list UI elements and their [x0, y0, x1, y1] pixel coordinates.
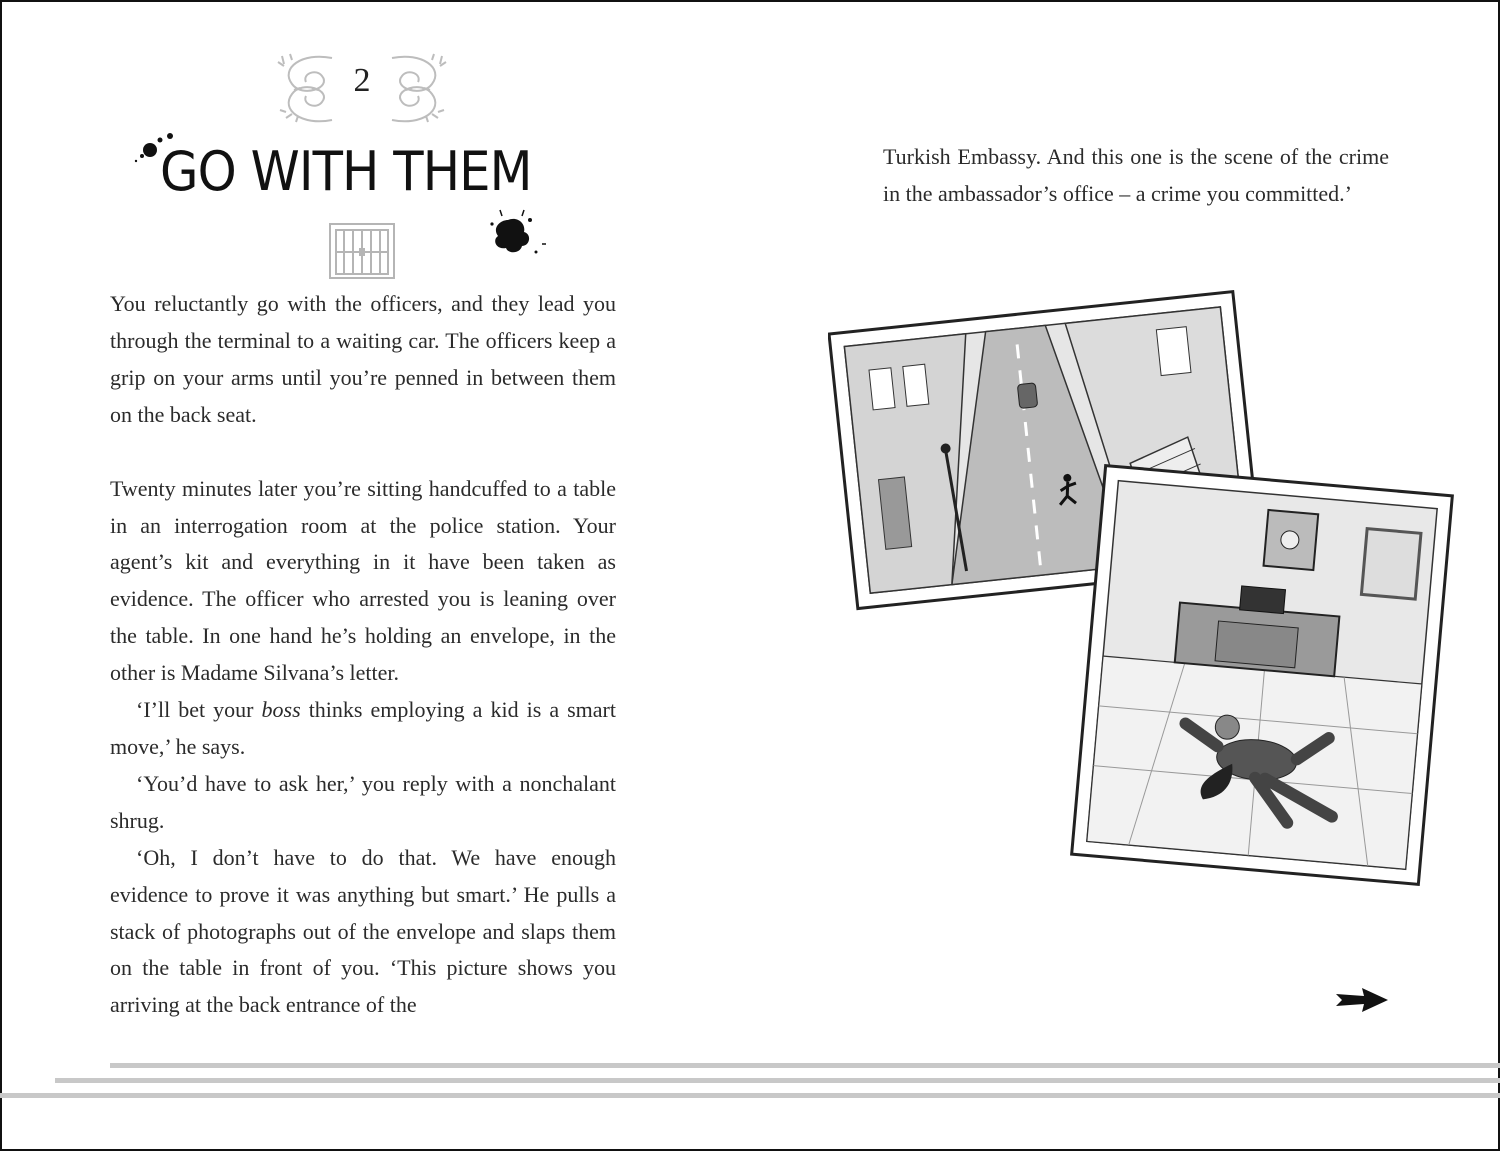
- right-page-text: [883, 139, 1389, 213]
- prison-cell-door-icon: [328, 222, 396, 280]
- chapter-title: GO WITH THEM: [160, 140, 532, 203]
- emphasis-text: boss: [261, 697, 301, 723]
- paragraph: Twenty minutes later you’re sitting handcuffed to a table in an interrogation room at the police station. Your agent’s kit and everything in it have been taken as evidence. The officer who arrested you is leaning over the table. In one hand he’s holding an envelope, in the other is Madame Silvana’s letter.: [110, 475, 616, 686]
- dialogue-paragraph: [110, 692, 616, 766]
- left-page-text: [110, 286, 616, 1024]
- paragraph: You reluctantly go with the officers, and they lead you through the terminal to a waiting car. The officers keep a grip on your arms until you’re penned in between them on the back seat.: [110, 291, 616, 427]
- right-ornament-icon: [380, 48, 452, 130]
- ink-blot-icon: [480, 206, 550, 266]
- chapter-number: 2: [353, 62, 371, 99]
- dialogue-paragraph: ‘You’d have to ask her,’ you reply with a nonchalant shrug.: [110, 770, 616, 833]
- dialogue-text: thinks employing a kid is a smart move,’ he says.: [110, 697, 616, 759]
- paragraph: Turkish Embassy. And this one is the scene of the crime in the ambassador’s office – a crime you committed.’: [883, 144, 1389, 206]
- left-ornament-icon: [272, 48, 344, 130]
- dialogue-text: ‘I’ll bet your: [136, 697, 262, 723]
- bottom-rule: [110, 1063, 1500, 1068]
- crime-scene-photograph: [1064, 460, 1460, 890]
- dialogue-paragraph: ‘Oh, I don’t have to do that. We have enough evidence to prove it was anything but smart.’ He pulls a stack of photographs out of the envelope and slaps them on the table in front of you. ‘This picture shows you arriving at the back entrance of the: [110, 844, 616, 1018]
- arrow-right-icon[interactable]: [1334, 986, 1390, 1014]
- bottom-rule: [0, 1093, 1500, 1098]
- bottom-rule: [55, 1078, 1500, 1083]
